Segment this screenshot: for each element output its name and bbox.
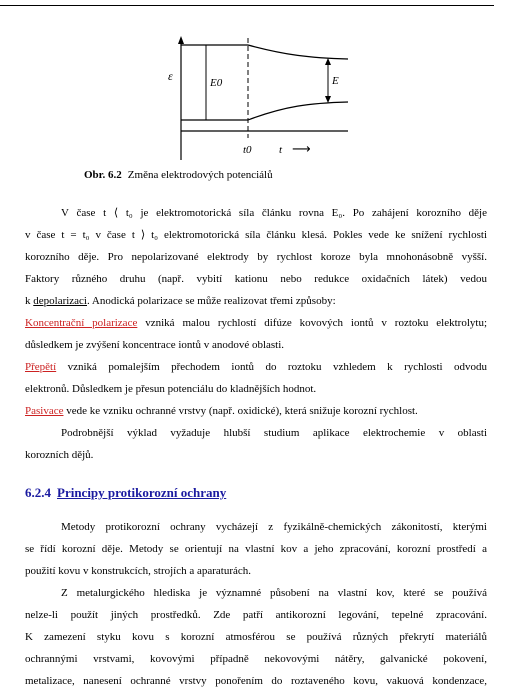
para2-line2: korozních dějů. xyxy=(25,449,94,461)
bottom-potential-curve xyxy=(248,102,348,120)
section-title-link[interactable]: Principy protikorozní ochrany xyxy=(57,485,227,500)
e-arrow-head-bottom xyxy=(325,96,331,103)
t0-label: t0 xyxy=(243,144,252,156)
para3-line2: se řídí korozní děje. Metody se orientují na vlastní kov a jeho zpracování, korozní prostředí a xyxy=(25,543,487,555)
para1-line4: Faktory různého druhu (např. vybití kationu nebo redukce oxidačních látek) vedou xyxy=(25,273,487,285)
item-overpotential-cont: elektronů. Důsledkem je přesun potenciálu do kladnějších hodnot. xyxy=(25,383,317,395)
caption-text: Změna elektrodových potenciálů xyxy=(127,169,273,181)
section-heading xyxy=(25,485,226,501)
electrode-potential-figure xyxy=(150,20,350,170)
para4-line2: nelze-li použít jiných prostředků. Zde patří antikorozní legování, tepelné zpracování. xyxy=(25,609,487,621)
caption-number: Obr. 6.2 xyxy=(84,169,122,181)
para4-line4: ochrannými vrstvami, kovovými případně nekovovými nátěry, galvanické pokovení, xyxy=(25,653,487,665)
e-arrow-head-top xyxy=(325,58,331,65)
para4-line1: Z metalurgického hlediska je významné působení na vlastní kov, které se používá xyxy=(61,587,487,599)
para1-line3: korozního děje. Pro nepolarizované elektrody by rychlost koroze byla mnohonásobně vyšší. xyxy=(25,251,487,263)
y-axis-label: ε xyxy=(168,69,173,83)
item-passivation: Pasivace vede ke vzniku ochranné vrstvy (např. oxidické), která snižuje korozní rychlost. xyxy=(25,405,418,417)
passivation-link[interactable]: Pasivace xyxy=(25,405,64,417)
para1-line2: v čase t = t₀ v čase t ⟩ t₀ elektromotorická síla článku klesá. Pokles vede ke snížení rychlosti xyxy=(25,229,487,241)
para2-line1: Podrobnější výklad vyžaduje hlubší studium aplikace elektrochemie v oblasti xyxy=(61,427,487,439)
e-label: E xyxy=(332,75,339,87)
section-number: 6.2.4 xyxy=(25,485,51,500)
figure-caption xyxy=(84,169,273,181)
e0-label: E0 xyxy=(210,77,223,89)
para4-line3: K zamezení styku kovu s korozní atmosférou se používá různých překrytí materiálů xyxy=(25,631,487,643)
top-potential-curve xyxy=(248,45,348,59)
concentration-polarization-link[interactable]: Koncentrační polarizace xyxy=(25,317,138,329)
para1-line1: V čase t ⟨ t₀ je elektromotorická síla článku rovna E₀. Po zahájení korozního děje xyxy=(61,207,487,219)
t-axis-label: t xyxy=(279,144,283,156)
para3-line1: Metody protikorozní ochrany vycházejí z fyzikálně-chemických zákonitostí, kterými xyxy=(61,521,487,533)
overpotential-link[interactable]: Přepětí xyxy=(25,361,57,373)
para1-line5: k depolarizaci. Anodická polarizace se může realizovat třemi způsoby: xyxy=(25,295,336,307)
t-axis-arrow: ⟶ xyxy=(292,142,311,157)
y-axis-arrow xyxy=(178,36,184,44)
para4-line5: metalizace, nanesení ochranné vrstvy ponořením do roztaveného kovu, vakuová kondenzace, xyxy=(25,675,487,687)
depolarization-link[interactable]: depolarizaci xyxy=(33,295,87,307)
item-concentration-polarization: Koncentrační polarizace vzniká malou rychlostí difúze kovových iontů v roztoku elektrolytu; xyxy=(25,317,488,329)
para3-line3: použití kovu v konstrukcích, strojích a aparaturách. xyxy=(25,565,252,577)
page-top-rule xyxy=(0,5,494,6)
item-overpotential: Přepětí vzniká pomalejším přechodem iontů do roztoku vzhledem k rychlosti odvodu xyxy=(25,361,487,373)
item-concentration-polarization-cont: důsledkem je zvýšení koncentrace iontů v anodové oblasti. xyxy=(25,339,285,351)
